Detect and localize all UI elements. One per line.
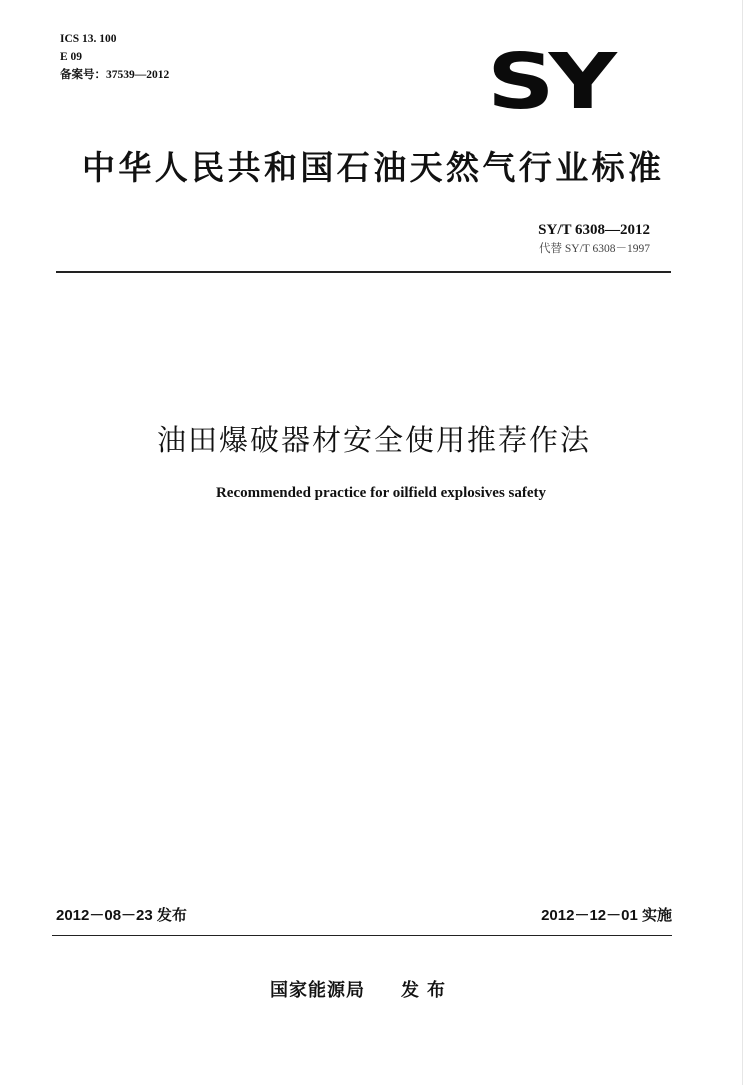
issue-date: 2012－08－23 发布 <box>56 907 187 924</box>
footer-divider <box>52 935 672 936</box>
issue-action: 发布 <box>401 980 453 1001</box>
issuer-line <box>270 976 453 1002</box>
replaces-standard: 代替 SY/T 6308－1997 <box>539 243 650 255</box>
header-divider <box>56 271 671 273</box>
industry-standard-title: 中华人民共和国石油天然气行业标准 <box>82 148 665 187</box>
ics-code: ICS 13. 100 <box>60 33 117 45</box>
document-title-chinese: 油田爆破器材安全使用推荐作法 <box>156 423 591 457</box>
filing-number: 备案号：37539—2012 <box>60 69 170 81</box>
standard-number-block <box>538 220 650 258</box>
standard-code: SY/T 6308—2012 <box>538 222 650 238</box>
classification-code: E 09 <box>60 51 83 63</box>
document-title-english: Recommended practice for oilfield explosives safety <box>215 485 547 501</box>
effective-date: 2012－12－01 实施 <box>541 907 672 924</box>
metadata-block <box>60 30 169 84</box>
sy-logo: SY <box>487 37 611 127</box>
issuing-organization: 国家能源局 <box>270 980 365 1001</box>
